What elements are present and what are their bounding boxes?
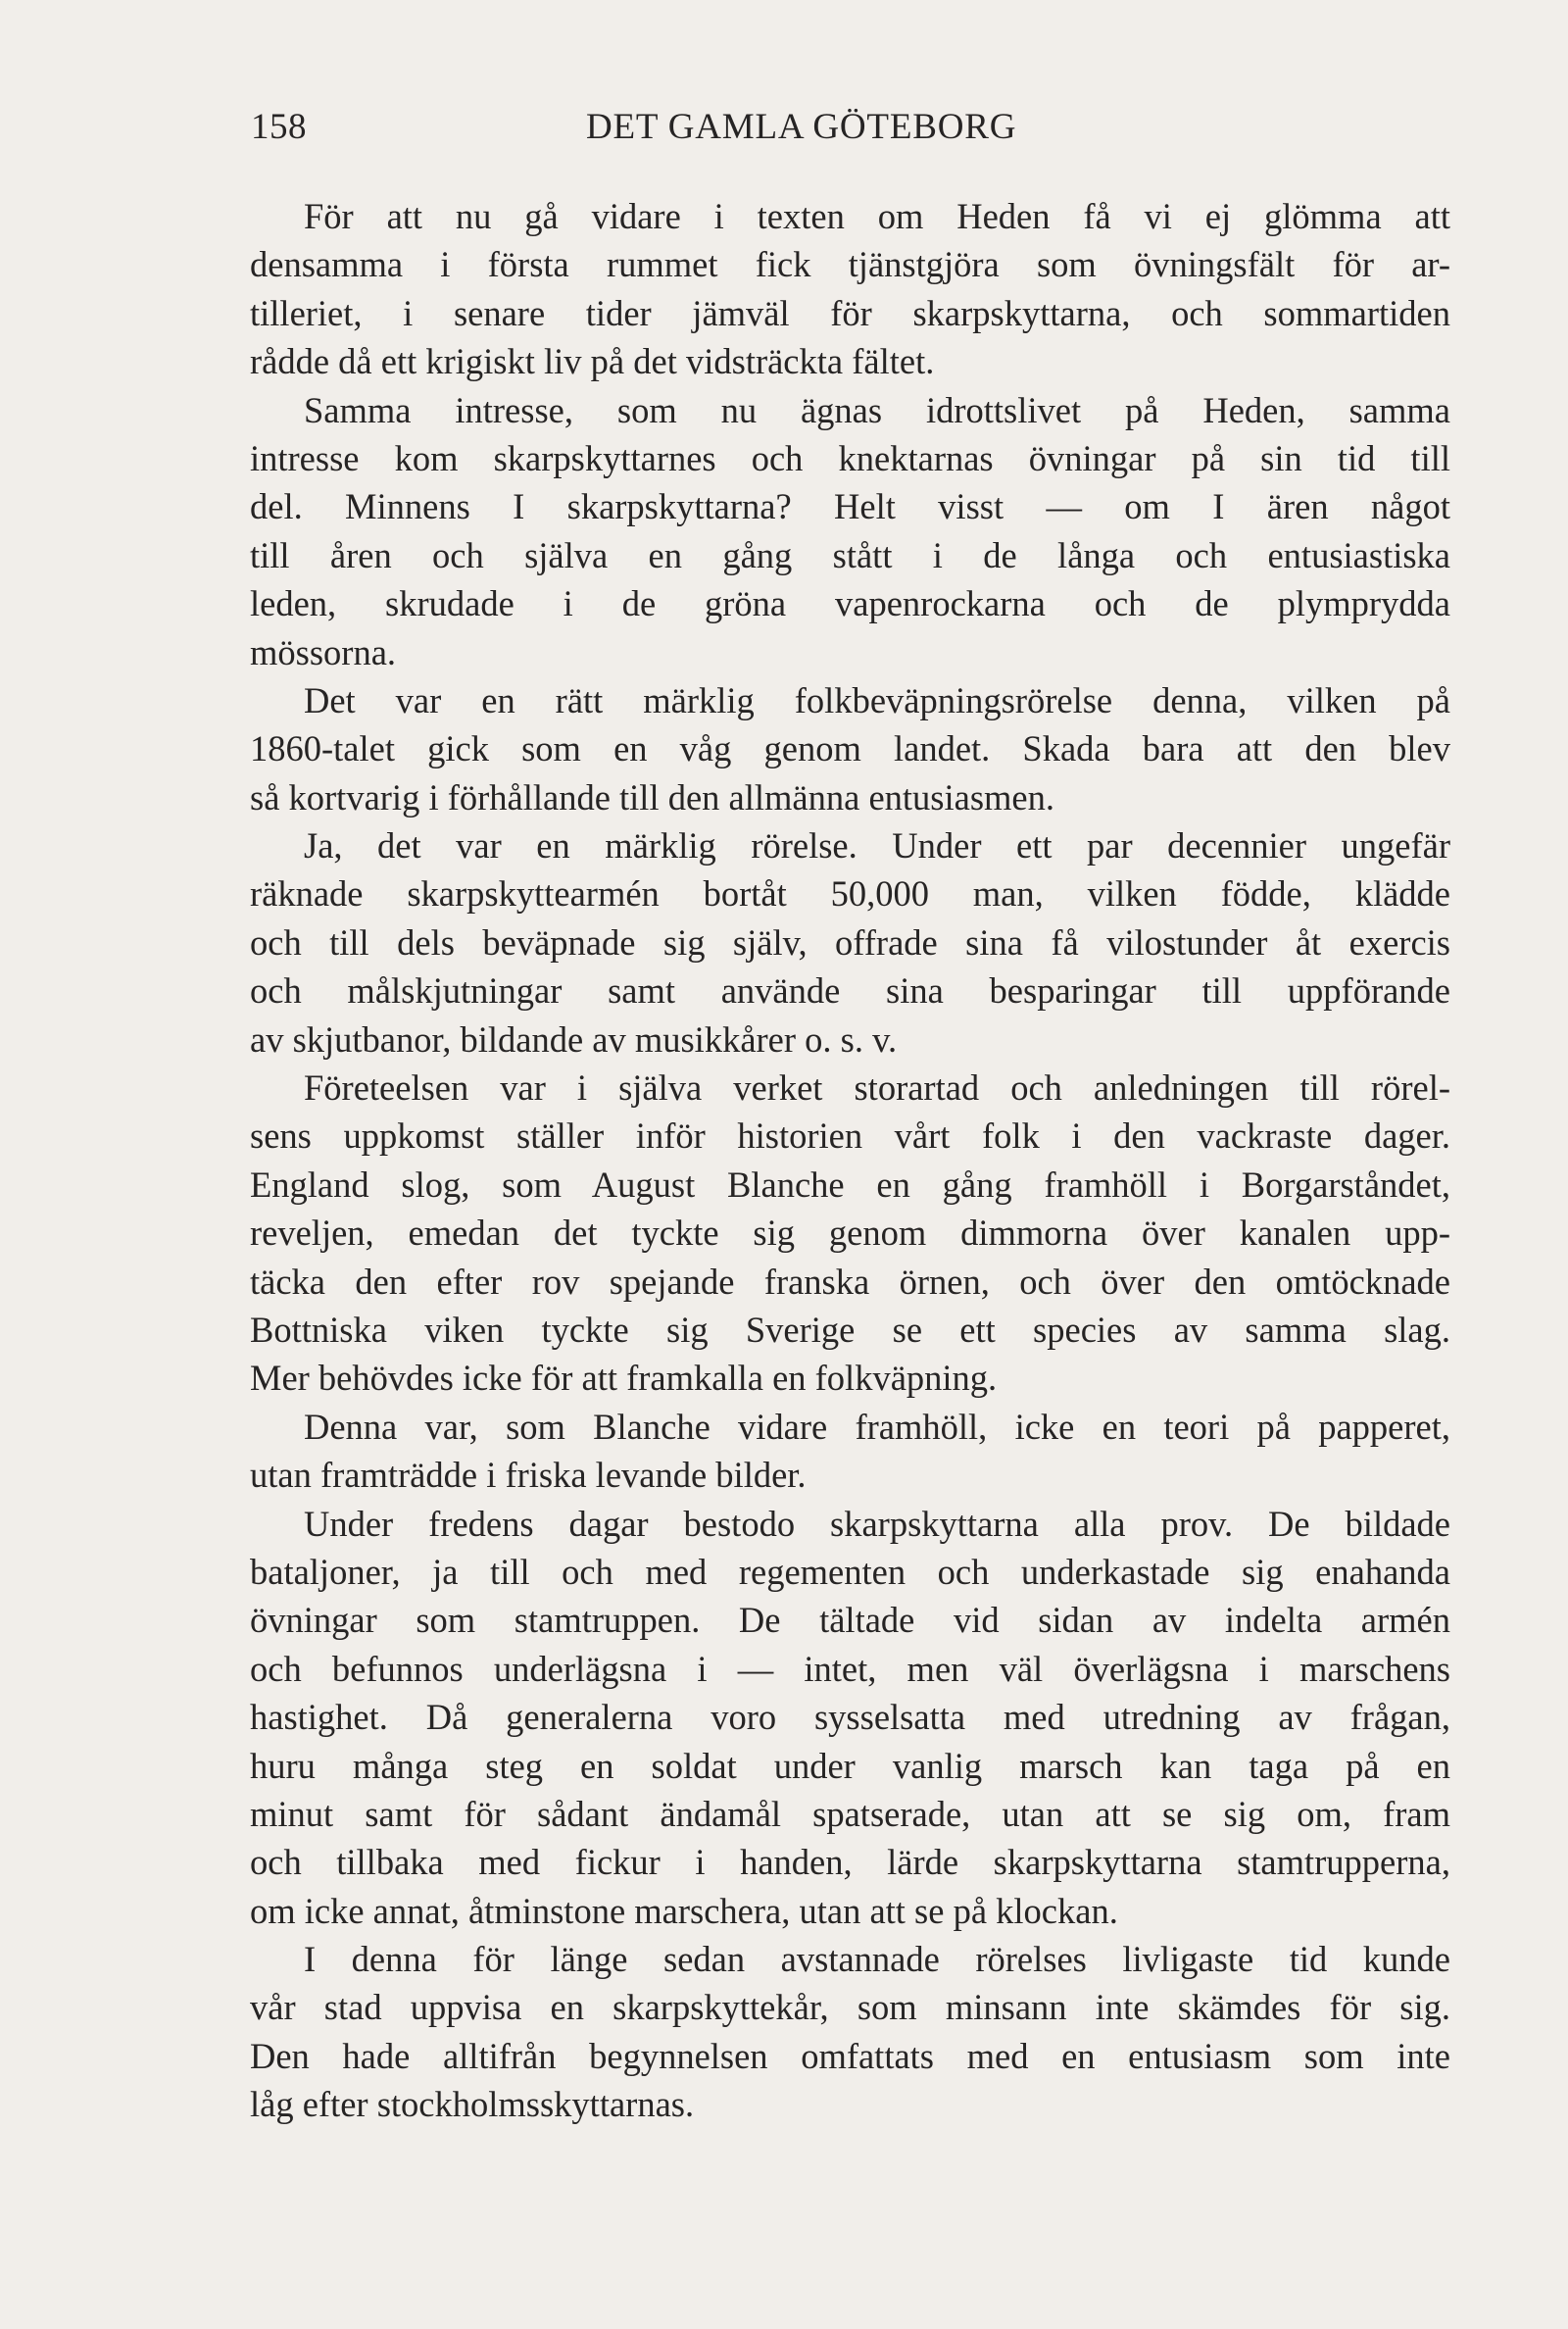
text-line: tilleriet, i senare tider jämväl för skarpskyttarna, och sommartiden: [250, 292, 1450, 333]
paragraph: [250, 676, 1450, 821]
text-line: låg efter stockholmsskyttarnas.: [250, 2084, 695, 2125]
text-line: och målskjutningar samt använde sina besparingar till uppförande: [250, 970, 1450, 1012]
text-line: För att nu gå vidare i texten om Heden få vi ej glömma att: [304, 196, 1450, 236]
text-line: mössorna.: [250, 631, 397, 672]
text-line: Företeelsen var i själva verket storartad och anledningen till rörel-: [304, 1067, 1450, 1109]
text-line: och tillbaka med fickur i handen, lärde skarpskyttarna stamtrupperna,: [250, 1842, 1450, 1883]
text-line: Under fredens dagar bestodo skarpskyttarna alla prov. De bildade: [304, 1503, 1450, 1544]
text-line: huru många steg en soldat under vanlig marsch kan taga på en: [250, 1745, 1450, 1786]
text-line: densamma i första rummet fick tjänstgjöra som övningsfält för ar-: [250, 244, 1450, 285]
text-line: Bottniska viken tyckte sig Sverige se ett species av samma slag.: [250, 1309, 1450, 1350]
text-line: Samma intresse, som nu ägnas idrottslivet på Heden, samma: [304, 389, 1450, 430]
text-line: del. Minnens I skarpskyttarna? Helt visst — om I ären något: [250, 486, 1450, 527]
page-header: [251, 106, 1448, 165]
text-line: av skjutbanor, bildande av musikkårer o. s. v.: [250, 1018, 898, 1060]
body-text: [250, 192, 1450, 2129]
text-line: till åren och själva en gång stått i de långa och entusiastiska: [250, 534, 1450, 575]
text-line: leden, skrudade i de gröna vapenrockarna och de plymprydda: [250, 583, 1450, 624]
text-line: sens uppkomst ställer inför historien vårt folk i den vackraste dager.: [250, 1115, 1450, 1157]
text-line: räknade skarpskyttearmén bortåt 50,000 man, vilken födde, klädde: [250, 873, 1450, 915]
text-line: Det var en rätt märklig folkbeväpningsrörelse denna, vilken på: [304, 679, 1450, 720]
text-line: hastighet. Då generalerna voro sysselsatta med utredning av frågan,: [250, 1697, 1450, 1738]
text-line: Denna var, som Blanche vidare framhöll, icke en teori på papperet,: [304, 1406, 1450, 1447]
text-line: 1860-talet gick som en våg genom landet. Skada bara att den blev: [250, 728, 1450, 769]
text-line: om icke annat, åtminstone marschera, utan att se på klockan.: [250, 1890, 1118, 1931]
text-line: minut samt för sådant ändamål spatserade, utan att se sig om, fram: [250, 1793, 1450, 1834]
text-line: Mer behövdes icke för att framkalla en folkväpning.: [250, 1358, 998, 1399]
text-line: och befunnos underlägsna i — intet, men väl överlägsna i marschens: [250, 1648, 1450, 1689]
text-line: utan framträdde i friska levande bilder.: [250, 1455, 807, 1496]
text-line: övningar som stamtruppen. De tältade vid sidan av indelta armén: [250, 1600, 1450, 1641]
text-line: och till dels beväpnade sig själv, offrade sina få vilostunder åt exercis: [250, 921, 1450, 963]
text-line: täcka den efter rov spejande franska örnen, och över den omtöcknade: [250, 1261, 1450, 1302]
paragraph: [250, 1500, 1450, 1936]
text-line: bataljoner, ja till och med regementen och underkastade sig enahanda: [250, 1551, 1450, 1592]
text-line: Den hade alltifrån begynnelsen omfattats med en entusiasm som inte: [250, 2035, 1450, 2076]
text-line: England slog, som August Blanche en gång framhöll i Borgarståndet,: [250, 1164, 1450, 1205]
text-line: vår stad uppvisa en skarpskyttekår, som minsann inte skämdes för sig.: [250, 1987, 1450, 2028]
paragraph: [250, 1064, 1450, 1403]
text-line: intresse kom skarpskyttarnes och knektarnas övningar på sin tid till: [250, 437, 1450, 478]
paragraph: [250, 192, 1450, 386]
paragraph: [250, 821, 1450, 1064]
paragraph: [250, 386, 1450, 676]
running-title: DET GAMLA GÖTEBORG: [586, 107, 1017, 147]
page-number: 158: [251, 107, 307, 147]
text-line: Ja, det var en märklig rörelse. Under ett par decennier ungefär: [304, 825, 1450, 867]
text-line: reveljen, emedan det tyckte sig genom dimmorna över kanalen upp-: [250, 1213, 1450, 1254]
text-line: rådde då ett krigiskt liv på det vidsträckta fältet.: [250, 341, 935, 382]
text-line: I denna för länge sedan avstannade rörelses livligaste tid kunde: [304, 1939, 1450, 1980]
paragraph: [250, 1935, 1450, 2129]
text-line: så kortvarig i förhållande till den allmänna entusiasmen.: [250, 776, 1055, 818]
paragraph: [250, 1403, 1450, 1500]
